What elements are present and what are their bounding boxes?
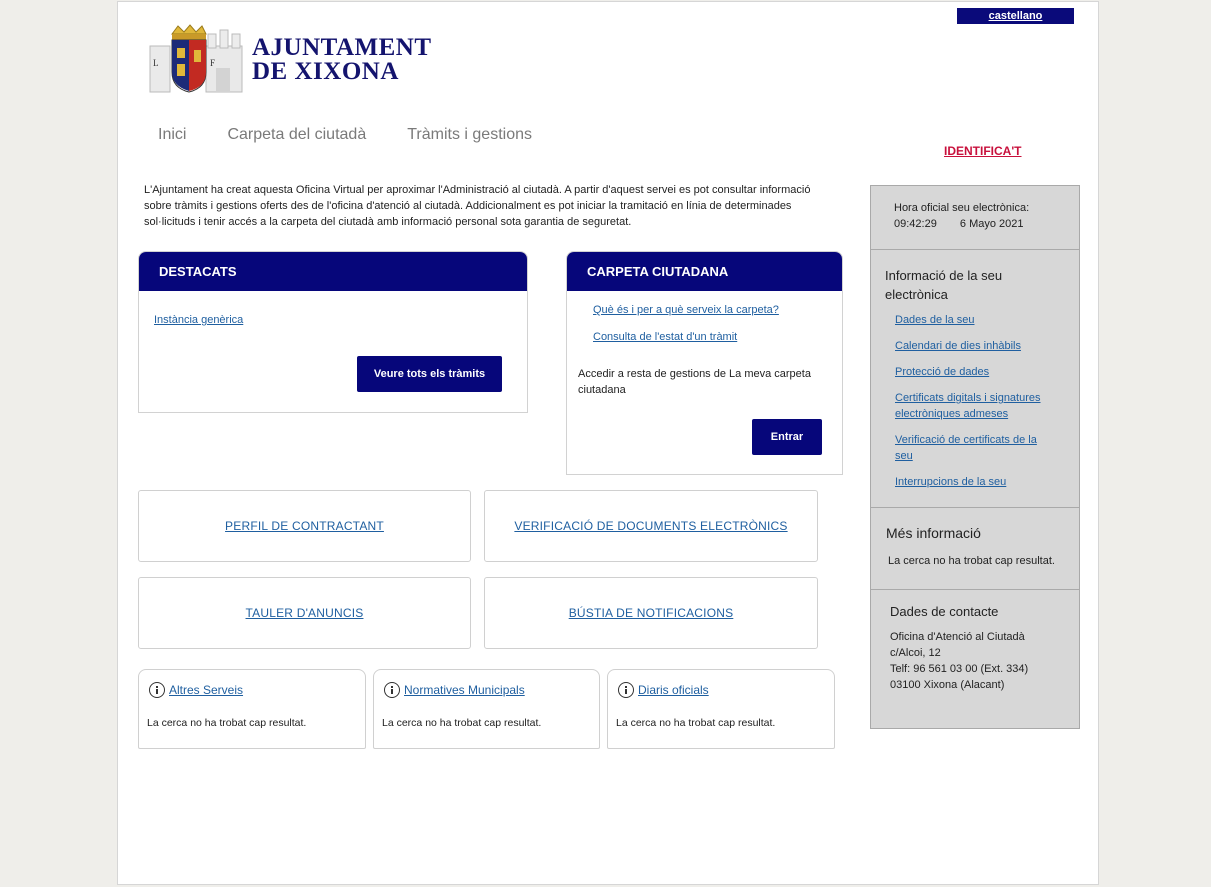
- nav-item-tramits[interactable]: Tràmits i gestions: [407, 126, 532, 143]
- sidebar-link-dades-seu[interactable]: Dades de la seu: [895, 314, 975, 326]
- info-box-title: [618, 682, 709, 698]
- clock-label: Hora oficial seu electrònica:: [894, 202, 1030, 214]
- tile-bustia-notificacions[interactable]: [484, 577, 818, 649]
- entrar-button[interactable]: Entrar: [752, 419, 822, 455]
- destacats-card: [138, 251, 528, 413]
- coat-of-arms-icon: [148, 24, 248, 94]
- clock-time: 09:42:29: [894, 218, 937, 230]
- carpeta-text: Accedir a resta de gestions de La meva carpeta ciutadana: [578, 368, 811, 396]
- info-heading: Informació de la seu electrònica: [885, 268, 1003, 302]
- info-icon: [384, 682, 400, 698]
- info-box-body: La cerca no ha trobat cap resultat.: [382, 717, 542, 729]
- contact-lines: [890, 629, 1065, 693]
- sidebar-link-calendari[interactable]: Calendari de dies inhàbils: [895, 340, 1021, 352]
- info-box-normatives: [373, 669, 600, 749]
- language-button[interactable]: castellano: [957, 8, 1074, 24]
- tile-perfil-contractant-label[interactable]: PERFIL DE CONTRACTANT: [225, 519, 384, 533]
- destacats-title: DESTACATS: [159, 264, 237, 279]
- identify-link[interactable]: IDENTIFICA'T: [944, 144, 1022, 158]
- info-icon: [149, 682, 165, 698]
- clock-date: 6 Mayo 2021: [959, 218, 1024, 230]
- site-logo[interactable]: [148, 24, 468, 94]
- logo-line-1: AJUNTAMENT: [252, 34, 432, 61]
- more-heading: Més informació: [886, 525, 981, 541]
- tile-perfil-contractant[interactable]: [138, 490, 471, 562]
- page-container: [117, 1, 1099, 885]
- diaris-oficials-link[interactable]: Diaris oficials: [638, 683, 709, 697]
- info-box-body: La cerca no ha trobat cap resultat.: [616, 717, 776, 729]
- nav-item-inici[interactable]: Inici: [158, 126, 187, 143]
- clock-value: [894, 218, 1079, 230]
- tile-verificacio-documents[interactable]: [484, 490, 818, 562]
- carpeta-card: [566, 251, 843, 475]
- altres-serveis-link[interactable]: Altres Serveis: [169, 683, 244, 697]
- tile-tauler-anuncis-label[interactable]: TAULER D'ANUNCIS: [245, 606, 364, 620]
- contact-office: Oficina d'Atenció al Ciutadà: [890, 631, 1025, 643]
- carpeta-title: CARPETA CIUTADANA: [587, 264, 729, 279]
- contact-address: c/Alcoi, 12: [890, 647, 941, 659]
- sidebar-link-verificacio[interactable]: Verificació de certificats de la seu: [895, 434, 1037, 462]
- normatives-municipals-link[interactable]: Normatives Municipals: [404, 683, 525, 697]
- veure-tramits-button[interactable]: Veure tots els tràmits: [357, 356, 502, 392]
- sidebar-more-section: [871, 508, 1079, 590]
- consulta-tramit-link[interactable]: Consulta de l'estat d'un tràmit: [593, 331, 738, 343]
- contact-phone: Telf: 96 561 03 00 (Ext. 334): [890, 663, 1029, 675]
- sidebar-contact-section: [871, 590, 1079, 728]
- main-nav: [158, 126, 573, 144]
- more-text: La cerca no ha trobat cap resultat.: [888, 555, 1055, 567]
- info-box-diaris: [607, 669, 835, 749]
- logo-line-2: DE XIXONA: [252, 58, 399, 85]
- nav-item-carpeta[interactable]: Carpeta del ciutadà: [227, 126, 367, 143]
- info-links: [885, 312, 1065, 490]
- svg-text:L: L: [153, 58, 159, 68]
- info-box-title: [149, 682, 243, 698]
- instancia-generica-link[interactable]: Instància genèrica: [154, 314, 244, 326]
- sidebar-link-proteccio[interactable]: Protecció de dades: [895, 366, 990, 378]
- tile-tauler-anuncis[interactable]: [138, 577, 471, 649]
- sidebar-clock: [871, 186, 1079, 250]
- intro-text: L'Ajuntament ha creat aquesta Oficina Virtual per aproximar l'Administració al ciutadà. A partir d'aquest servei es pot consultar informació sobre tràmits i gestions oferts des de l'oficina d'atenció al ciutadà. Addicionalment es pot iniciar la tramitació en línia de determinades sol·licituds i tenir accés a la carpeta del ciutadà amb informació personal sota garantia de seguretat.: [144, 184, 811, 228]
- tile-bustia-notificacions-label[interactable]: BÚSTIA DE NOTIFICACIONS: [568, 606, 734, 620]
- info-box-title: [384, 682, 525, 698]
- info-box-altres-serveis: [138, 669, 366, 749]
- destacats-header: [139, 252, 527, 291]
- info-icon: [618, 682, 634, 698]
- carpeta-info-link[interactable]: Què és i per a què serveix la carpeta?: [593, 304, 779, 316]
- info-box-body: La cerca no ha trobat cap resultat.: [147, 717, 307, 729]
- sidebar: [870, 185, 1080, 729]
- contact-city: 03100 Xixona (Alacant): [890, 679, 1005, 691]
- sidebar-link-certificats[interactable]: Certificats digitals i signatures electròniques admeses: [895, 392, 1041, 420]
- logo-title: [252, 36, 432, 84]
- carpeta-header: [567, 252, 842, 291]
- sidebar-link-interrupcions[interactable]: Interrupcions de la seu: [895, 476, 1007, 488]
- tile-verificacio-documents-label[interactable]: VERIFICACIÓ DE DOCUMENTS ELECTRÒNICS: [514, 519, 788, 533]
- sidebar-info-section: [871, 250, 1079, 508]
- svg-text:F: F: [210, 58, 216, 68]
- contact-heading: Dades de contacte: [890, 604, 999, 619]
